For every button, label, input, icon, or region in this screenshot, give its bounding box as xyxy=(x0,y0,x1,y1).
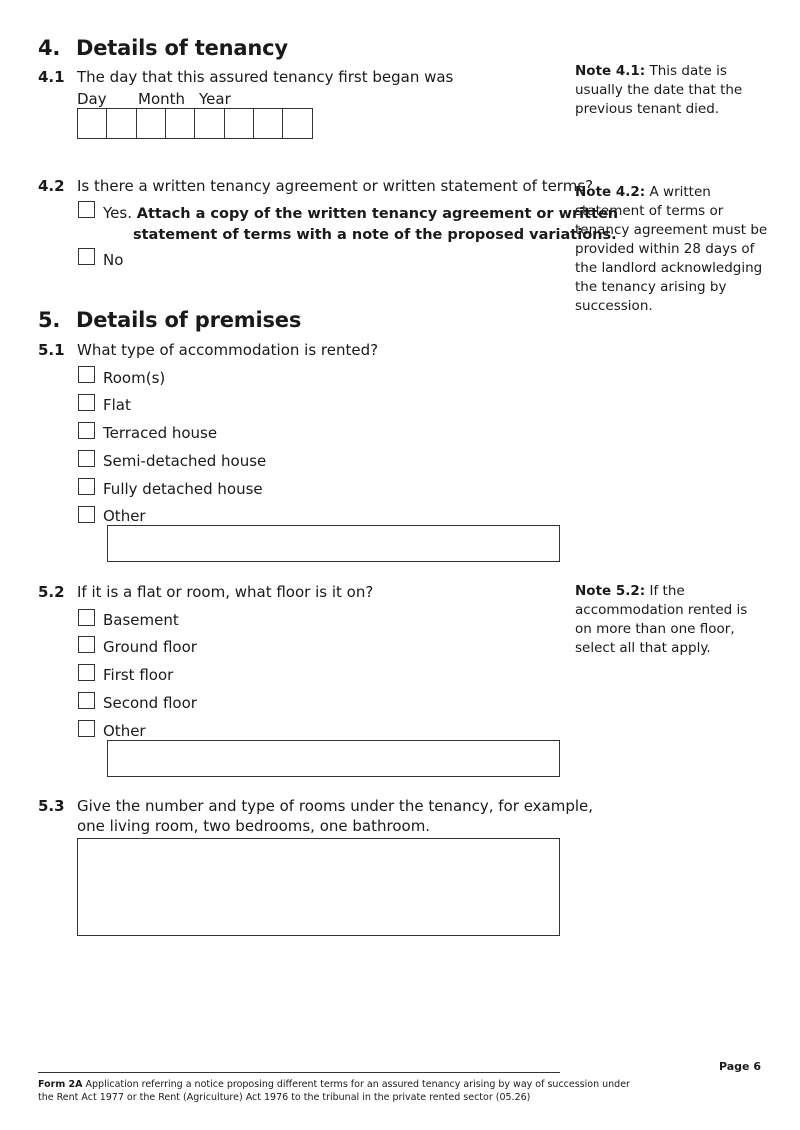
basement-option-label: Basement xyxy=(103,611,179,629)
ground-floor-checkbox[interactable] xyxy=(78,636,95,653)
section-number: 5. xyxy=(38,308,61,332)
note-4-2 xyxy=(575,183,770,316)
note-text: accommodation rented is xyxy=(575,602,748,618)
floor-other-checkbox[interactable] xyxy=(78,720,95,737)
section-title: Details of premises xyxy=(76,308,302,332)
rooms-description-textarea[interactable] xyxy=(77,838,560,936)
question-number-4-2: 4.2 xyxy=(38,177,65,195)
yes-instruction: Attach a copy of the written tenancy agreement or written xyxy=(136,206,619,222)
flat-checkbox[interactable] xyxy=(78,394,95,411)
floor-other-input[interactable] xyxy=(107,740,560,777)
question-number-4-1: 4.1 xyxy=(38,68,65,86)
basement-checkbox[interactable] xyxy=(78,609,95,626)
terraced-house-option-label: Terraced house xyxy=(103,424,218,442)
note-title: Note 5.2: xyxy=(575,583,646,599)
note-text: succession. xyxy=(575,298,653,314)
fully-detached-house-checkbox[interactable] xyxy=(78,478,95,495)
question-4-2-text: Is there a written tenancy agreement or written statement of terms? xyxy=(77,177,594,195)
second-floor-checkbox[interactable] xyxy=(78,692,95,709)
no-checkbox[interactable] xyxy=(78,248,95,265)
month-digit-1[interactable] xyxy=(136,108,167,139)
note-text: the landlord acknowledging xyxy=(575,260,763,276)
rooms-option-label: Room(s) xyxy=(103,369,166,387)
note-text: the tenancy arising by xyxy=(575,279,727,295)
note-4-1 xyxy=(575,62,770,119)
question-5-1-text: What type of accommodation is rented? xyxy=(77,341,379,359)
footer-divider xyxy=(38,1072,560,1073)
first-floor-checkbox[interactable] xyxy=(78,664,95,681)
month-label: Month xyxy=(138,90,186,108)
note-text: previous tenant died. xyxy=(575,101,720,117)
tenancy-start-date-input[interactable] xyxy=(77,108,312,139)
day-digit-2[interactable] xyxy=(106,108,137,139)
form-id: Form 2A xyxy=(38,1079,83,1090)
terraced-house-checkbox[interactable] xyxy=(78,422,95,439)
note-text: provided within 28 days of xyxy=(575,241,755,257)
note-5-2 xyxy=(575,582,770,658)
question-5-2-text: If it is a flat or room, what floor is it on? xyxy=(77,583,374,601)
accommodation-other-checkbox[interactable] xyxy=(78,506,95,523)
page-number: Page 6 xyxy=(718,1060,761,1073)
note-text: A written xyxy=(649,184,711,200)
footer-line-1: Application referring a notice proposing different terms for an assured tenancy arising by way of succession under xyxy=(85,1079,630,1090)
section-5-heading xyxy=(38,308,438,334)
year-digit-4[interactable] xyxy=(282,108,313,139)
fully-detached-house-option-label: Fully detached house xyxy=(103,480,263,498)
note-title: Note 4.2: xyxy=(575,184,646,200)
rooms-checkbox[interactable] xyxy=(78,366,95,383)
note-text: If the xyxy=(649,583,685,599)
year-digit-3[interactable] xyxy=(253,108,284,139)
ground-floor-option-label: Ground floor xyxy=(103,638,197,656)
question-5-3-text-line1: Give the number and type of rooms under the tenancy, for example, xyxy=(77,797,594,815)
note-text: statement of terms or xyxy=(575,203,724,219)
year-label: Year xyxy=(199,90,231,108)
yes-label: Yes. xyxy=(103,204,132,222)
accommodation-other-input[interactable] xyxy=(107,525,560,562)
note-text: This date is xyxy=(649,63,727,79)
semi-detached-house-checkbox[interactable] xyxy=(78,450,95,467)
flat-option-label: Flat xyxy=(103,396,131,414)
floor-other-option-label: Other xyxy=(103,722,146,740)
note-text: tenancy agreement must be xyxy=(575,222,768,238)
year-digit-1[interactable] xyxy=(194,108,225,139)
month-digit-2[interactable] xyxy=(165,108,196,139)
footer-text xyxy=(38,1078,658,1104)
yes-instruction-line2: statement of terms with a note of the proposed variations. xyxy=(133,227,617,243)
question-4-1-text: The day that this assured tenancy first began was xyxy=(77,68,454,86)
section-4-heading xyxy=(38,36,438,62)
note-text: on more than one floor, xyxy=(575,621,735,637)
section-number: 4. xyxy=(38,36,61,60)
question-number-5-3: 5.3 xyxy=(38,797,65,815)
second-floor-option-label: Second floor xyxy=(103,694,197,712)
note-title: Note 4.1: xyxy=(575,63,646,79)
day-digit-1[interactable] xyxy=(77,108,108,139)
footer-line-2: the Rent Act 1977 or the Rent (Agriculture) Act 1976 to the tribunal in the private rented sector (05.26) xyxy=(38,1092,531,1103)
yes-option-label xyxy=(103,204,618,222)
accommodation-other-option-label: Other xyxy=(103,507,146,525)
no-option-label: No xyxy=(103,251,124,269)
question-number-5-2: 5.2 xyxy=(38,583,65,601)
first-floor-option-label: First floor xyxy=(103,666,174,684)
question-5-3-text-line2: one living room, two bedrooms, one bathroom. xyxy=(77,817,431,835)
note-text: select all that apply. xyxy=(575,640,711,656)
section-title: Details of tenancy xyxy=(76,36,288,60)
note-text: usually the date that the xyxy=(575,82,743,98)
yes-checkbox[interactable] xyxy=(78,201,95,218)
semi-detached-house-option-label: Semi-detached house xyxy=(103,452,267,470)
year-digit-2[interactable] xyxy=(224,108,255,139)
day-label: Day xyxy=(77,90,107,108)
question-number-5-1: 5.1 xyxy=(38,341,65,359)
